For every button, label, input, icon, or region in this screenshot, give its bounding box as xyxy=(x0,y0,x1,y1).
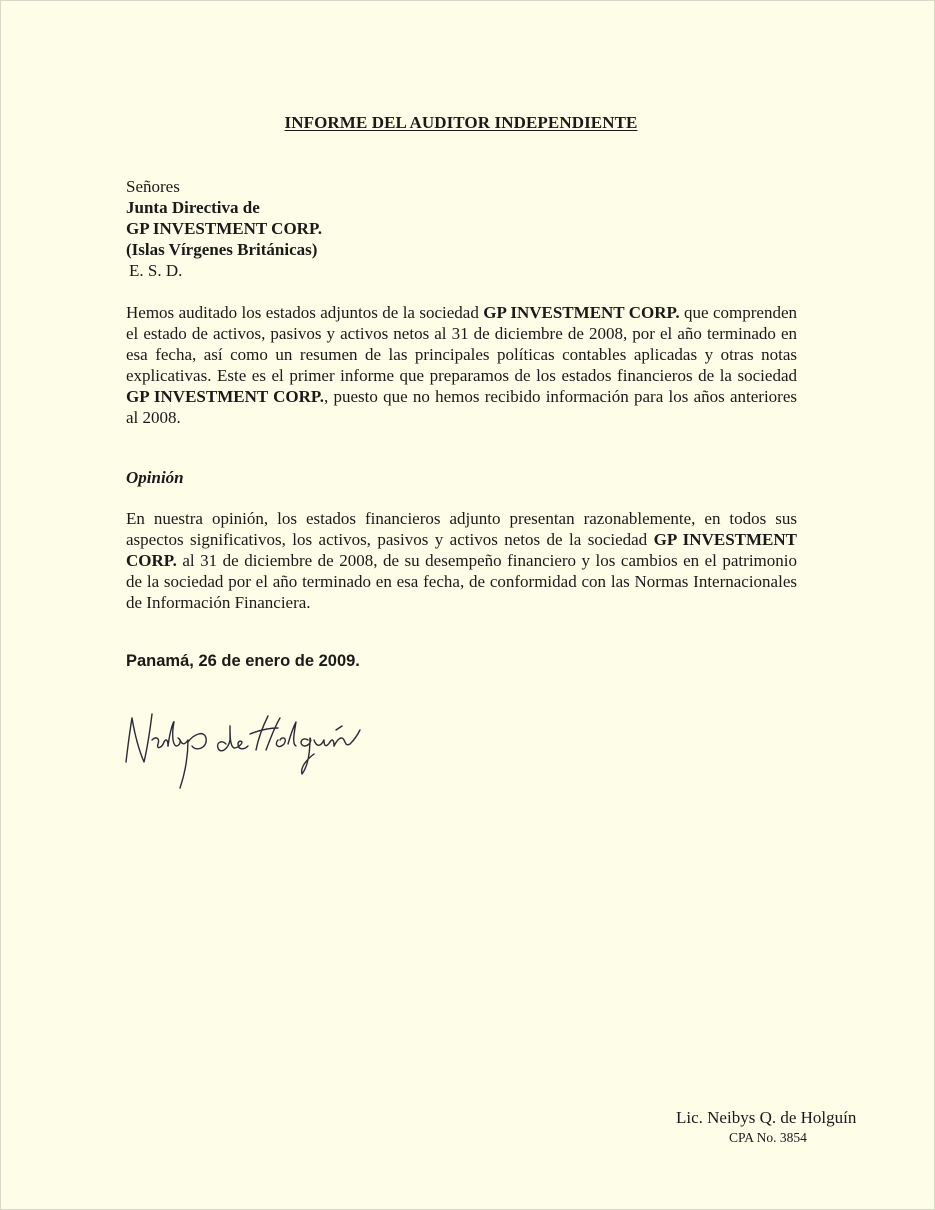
paragraph-text: En nuestra opinión, los estados financieros adjunto presentan razonablemente, en todos sus aspectos significativos, los activos, pasivos y activos netos de la sociedad xyxy=(126,509,797,549)
company-name: GP INVESTMENT CORP. xyxy=(483,303,680,322)
document-title: INFORME DEL AUDITOR INDEPENDIENTE xyxy=(284,113,638,132)
company-name: GP INVESTMENT CORP. xyxy=(126,530,797,570)
signer-cpa-number: CPA No. 3854 xyxy=(729,1130,807,1145)
address-line-company: GP INVESTMENT CORP. xyxy=(126,219,323,238)
address-line-board: Junta Directiva de xyxy=(126,198,260,217)
address-line-esd: E. S. D. xyxy=(129,261,183,280)
salutation: Señores xyxy=(126,177,180,196)
recipient-address xyxy=(126,176,322,281)
address-line-jurisdiction: (Islas Vírgenes Británicas) xyxy=(126,240,318,259)
paragraph-text: , puesto que no hemos recibido información para los años anteriores al 2008. xyxy=(126,387,797,427)
signer-block xyxy=(676,1107,856,1147)
paragraph-audit-scope xyxy=(126,302,797,428)
date-line: Panamá, 26 de enero de 2009. xyxy=(126,652,360,670)
paragraph-text: Hemos auditado los estados adjuntos de la sociedad xyxy=(126,303,484,322)
signer-name: Lic. Neibys Q. de Holguín xyxy=(676,1108,857,1127)
paragraph-text: que comprenden el estado de activos, pasivos y activos netos al 31 de diciembre de 2008, por el año terminado en esa fecha, así como un resumen de las principales políticas contables aplicadas y otras notas explicativas. Este es el primer informe que preparamos de los estados financieros de la sociedad xyxy=(126,303,797,385)
company-name: GP INVESTMENT CORP. xyxy=(126,387,324,406)
opinion-heading: Opinión xyxy=(126,468,184,487)
paragraph-opinion xyxy=(126,508,797,613)
paragraph-text: al 31 de diciembre de 2008, de su desempeño financiero y los cambios en el patrimonio de la sociedad por el año terminado en esa fecha, de conformidad con las Normas Internacionales de Información Financiera. xyxy=(126,551,797,612)
handwritten-signature xyxy=(118,700,378,800)
